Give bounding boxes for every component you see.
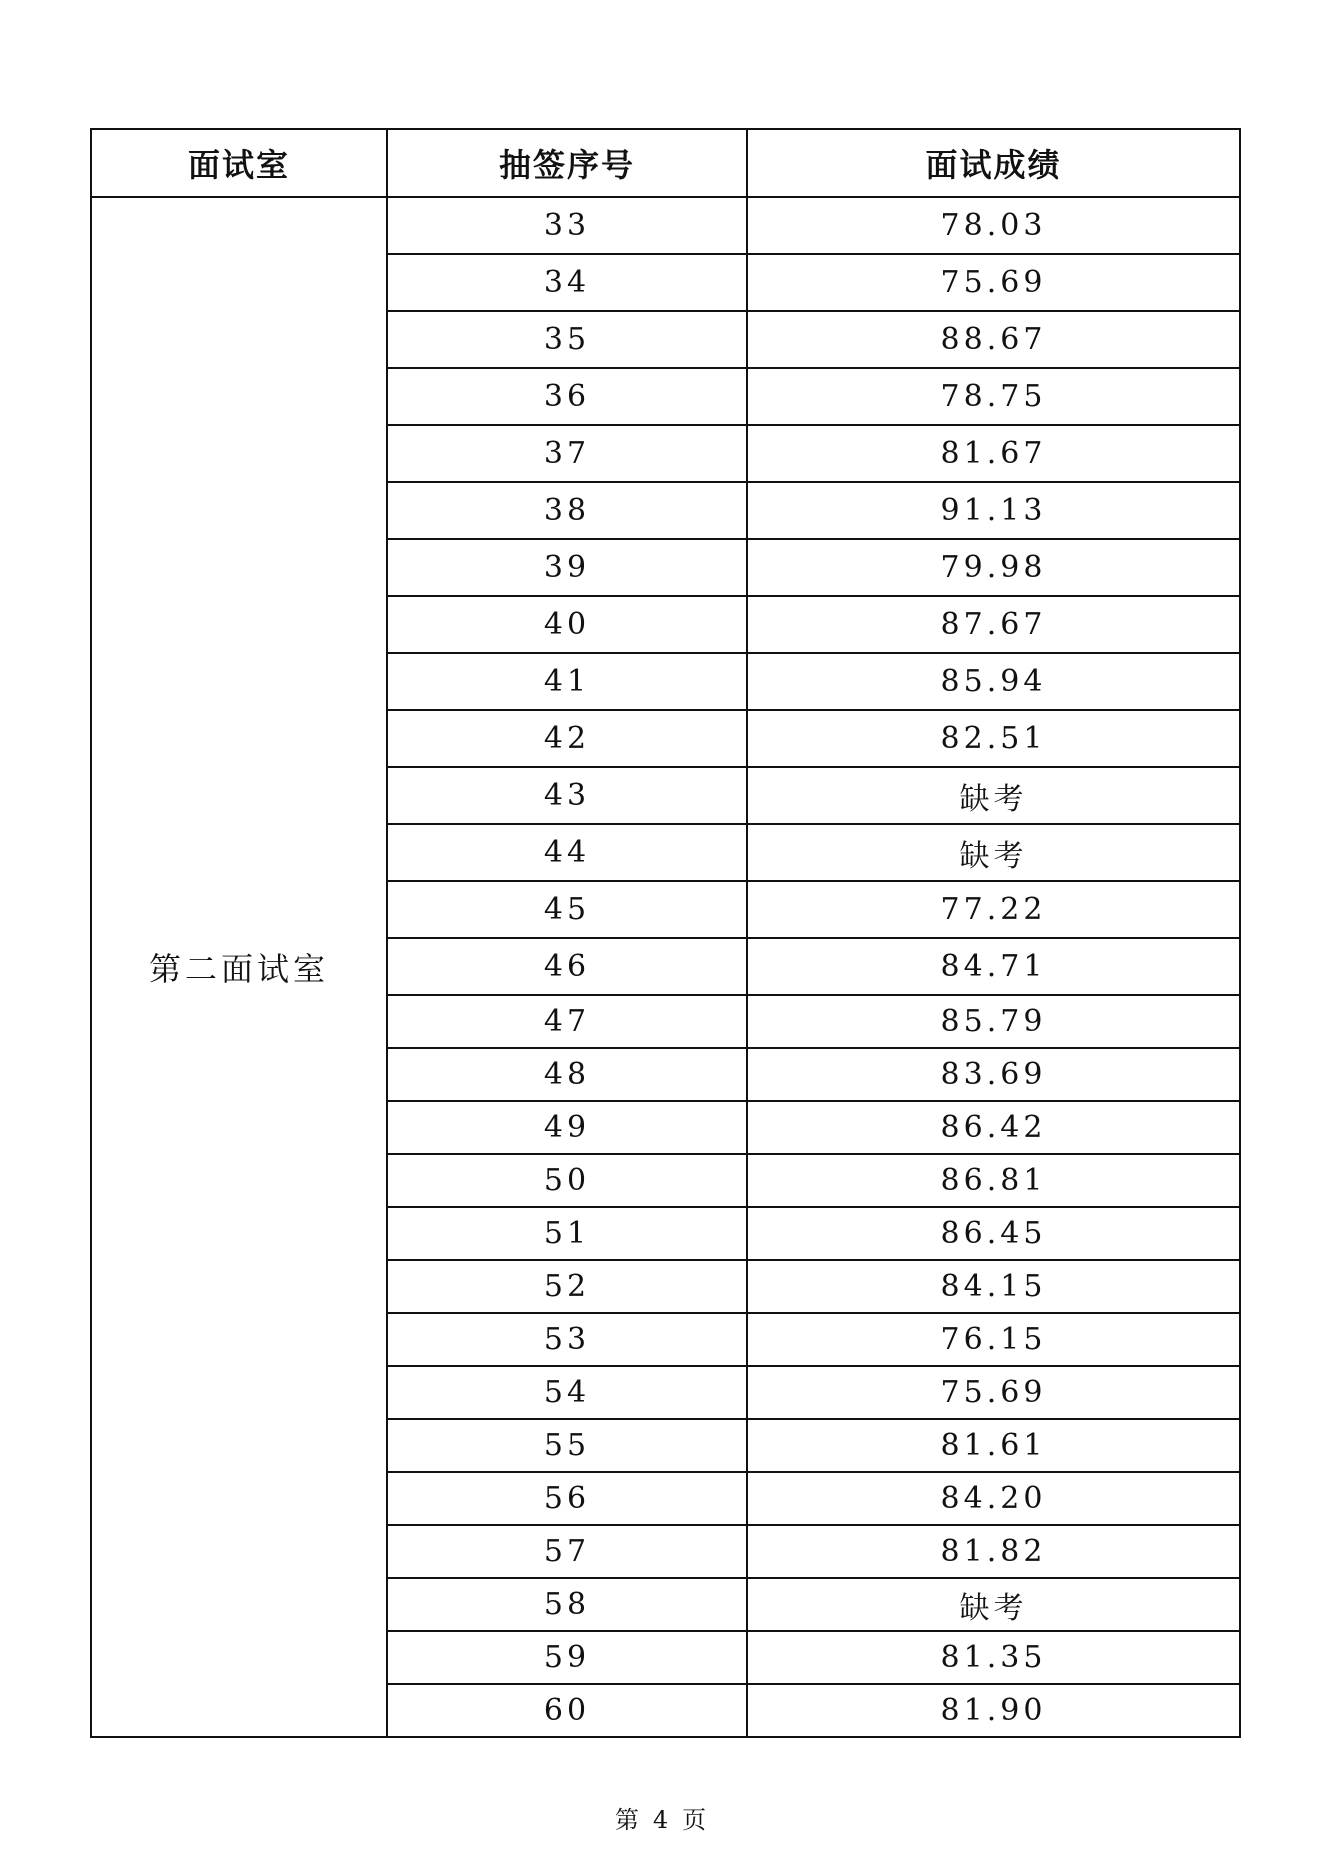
score-cell: 82.51: [747, 710, 1240, 767]
score-cell: 86.81: [747, 1154, 1240, 1207]
draw-number-cell: 38: [387, 482, 747, 539]
score-cell: 91.13: [747, 482, 1240, 539]
page-footer-suffix: 页: [682, 1806, 709, 1834]
draw-number-cell: 56: [387, 1472, 747, 1525]
score-cell: 81.61: [747, 1419, 1240, 1472]
score-cell: 85.94: [747, 653, 1240, 710]
score-cell: 84.15: [747, 1260, 1240, 1313]
draw-number-cell: 43: [387, 767, 747, 824]
draw-number-cell: 37: [387, 425, 747, 482]
draw-number-cell: 42: [387, 710, 747, 767]
score-cell: 76.15: [747, 1313, 1240, 1366]
draw-number-cell: 59: [387, 1631, 747, 1684]
score-table: [90, 128, 1241, 1738]
table-body: [91, 197, 1240, 1737]
draw-number-cell: 57: [387, 1525, 747, 1578]
score-cell: 84.20: [747, 1472, 1240, 1525]
draw-number-cell: 34: [387, 254, 747, 311]
draw-number-cell: 54: [387, 1366, 747, 1419]
draw-number-cell: 33: [387, 197, 747, 254]
draw-number-cell: 35: [387, 311, 747, 368]
draw-number-cell: 51: [387, 1207, 747, 1260]
draw-number-cell: 60: [387, 1684, 747, 1737]
score-cell: 84.71: [747, 938, 1240, 995]
page-footer: [0, 1800, 1323, 1835]
draw-number-cell: 52: [387, 1260, 747, 1313]
score-cell: 78.75: [747, 368, 1240, 425]
score-cell: 83.69: [747, 1048, 1240, 1101]
draw-number-cell: 53: [387, 1313, 747, 1366]
draw-number-cell: 49: [387, 1101, 747, 1154]
score-cell: 85.79: [747, 995, 1240, 1048]
draw-number-cell: 40: [387, 596, 747, 653]
table-row: [91, 197, 1240, 254]
draw-number-cell: 46: [387, 938, 747, 995]
header-row: [91, 129, 1240, 197]
score-cell: 81.67: [747, 425, 1240, 482]
score-cell: 81.82: [747, 1525, 1240, 1578]
header-score: 面试成绩: [747, 129, 1240, 197]
score-cell: 75.69: [747, 1366, 1240, 1419]
draw-number-cell: 48: [387, 1048, 747, 1101]
header-room: 面试室: [91, 129, 387, 197]
score-cell: 86.45: [747, 1207, 1240, 1260]
score-cell: 缺考: [747, 824, 1240, 881]
draw-number-cell: 45: [387, 881, 747, 938]
header-draw-number: 抽签序号: [387, 129, 747, 197]
score-cell: 86.42: [747, 1101, 1240, 1154]
draw-number-cell: 58: [387, 1578, 747, 1631]
draw-number-cell: 39: [387, 539, 747, 596]
score-cell: 78.03: [747, 197, 1240, 254]
draw-number-cell: 47: [387, 995, 747, 1048]
draw-number-cell: 41: [387, 653, 747, 710]
score-cell: 缺考: [747, 767, 1240, 824]
draw-number-cell: 50: [387, 1154, 747, 1207]
page-footer-prefix: 第: [614, 1806, 641, 1834]
score-cell: 79.98: [747, 539, 1240, 596]
page-number: 4: [652, 1806, 671, 1834]
score-cell: 81.90: [747, 1684, 1240, 1737]
score-cell: 77.22: [747, 881, 1240, 938]
room-name-cell: 第二面试室: [91, 197, 387, 1737]
score-cell: 87.67: [747, 596, 1240, 653]
score-cell: 88.67: [747, 311, 1240, 368]
score-cell: 81.35: [747, 1631, 1240, 1684]
draw-number-cell: 55: [387, 1419, 747, 1472]
draw-number-cell: 36: [387, 368, 747, 425]
score-cell: 75.69: [747, 254, 1240, 311]
draw-number-cell: 44: [387, 824, 747, 881]
score-cell: 缺考: [747, 1578, 1240, 1631]
